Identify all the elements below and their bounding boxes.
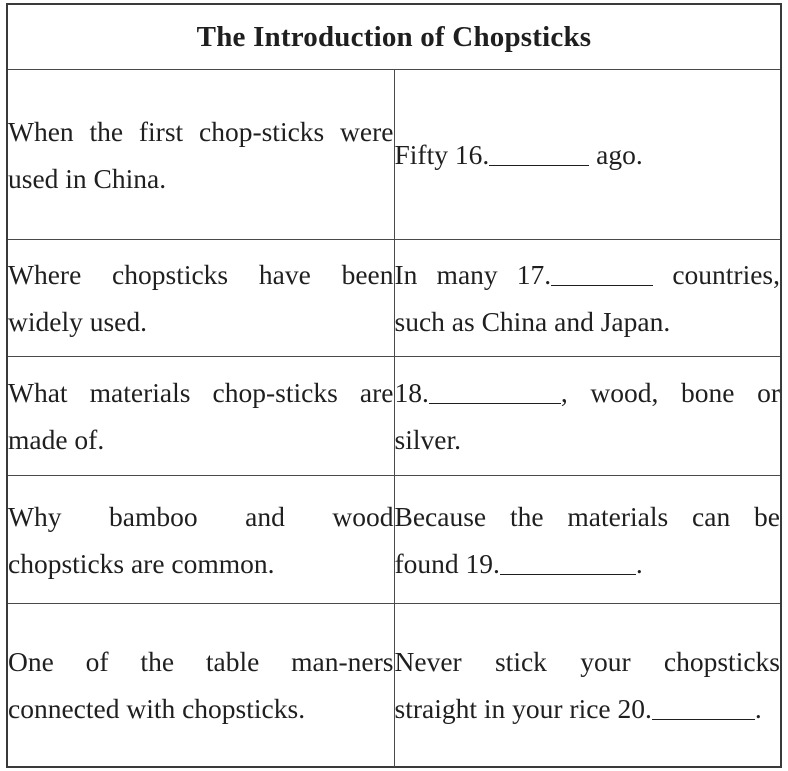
answer-text-before: Never stick your chopsticks straight in your rice 20. — [394, 646, 780, 725]
table-row — [8, 604, 780, 767]
question-text: Where chopsticks have been widely used. — [8, 259, 394, 337]
answer-text-after: . — [635, 547, 643, 579]
answer-text-before: In many 17. — [394, 259, 552, 290]
answer-cell — [394, 604, 780, 767]
answer-blank — [652, 692, 755, 721]
question-cell — [8, 70, 394, 240]
answer-blank — [551, 258, 653, 287]
question-cell — [8, 476, 394, 604]
answer-cell — [394, 70, 780, 240]
chopsticks-table-frame — [6, 3, 782, 768]
question-cell — [8, 357, 394, 476]
question-text: When the first chop-sticks were used in China. — [8, 115, 394, 194]
table-row — [8, 357, 780, 476]
answer-cell — [394, 476, 780, 604]
answer-text-after: , wood, bone or silver. — [394, 377, 780, 455]
table-row — [8, 240, 780, 357]
answer-text-after: . — [754, 693, 762, 725]
question-text: One of the table man-ners connected with chopsticks. — [8, 646, 394, 725]
table-row — [8, 476, 780, 604]
chopsticks-table — [8, 5, 780, 767]
question-text: Why bamboo and wood chopsticks are common. — [8, 500, 394, 579]
answer-blank — [500, 546, 636, 575]
question-text: What materials chop-sticks are made of. — [8, 377, 394, 455]
answer-blank — [429, 376, 561, 405]
answer-text-after: countries, such as China and Japan. — [394, 259, 780, 337]
table-row — [8, 70, 780, 240]
answer-text-after: ago. — [589, 139, 643, 170]
table-title: The Introduction of Chopsticks — [8, 5, 780, 70]
answer-text-before: Fifty 16. — [394, 139, 490, 170]
question-cell — [8, 604, 394, 767]
answer-cell — [394, 240, 780, 357]
answer-cell — [394, 357, 780, 476]
answer-text-before: 18. — [394, 377, 429, 408]
answer-blank — [489, 138, 589, 167]
answer-text-before: Because the materials can be found 19. — [394, 500, 780, 579]
question-cell — [8, 240, 394, 357]
title-row — [8, 5, 780, 70]
